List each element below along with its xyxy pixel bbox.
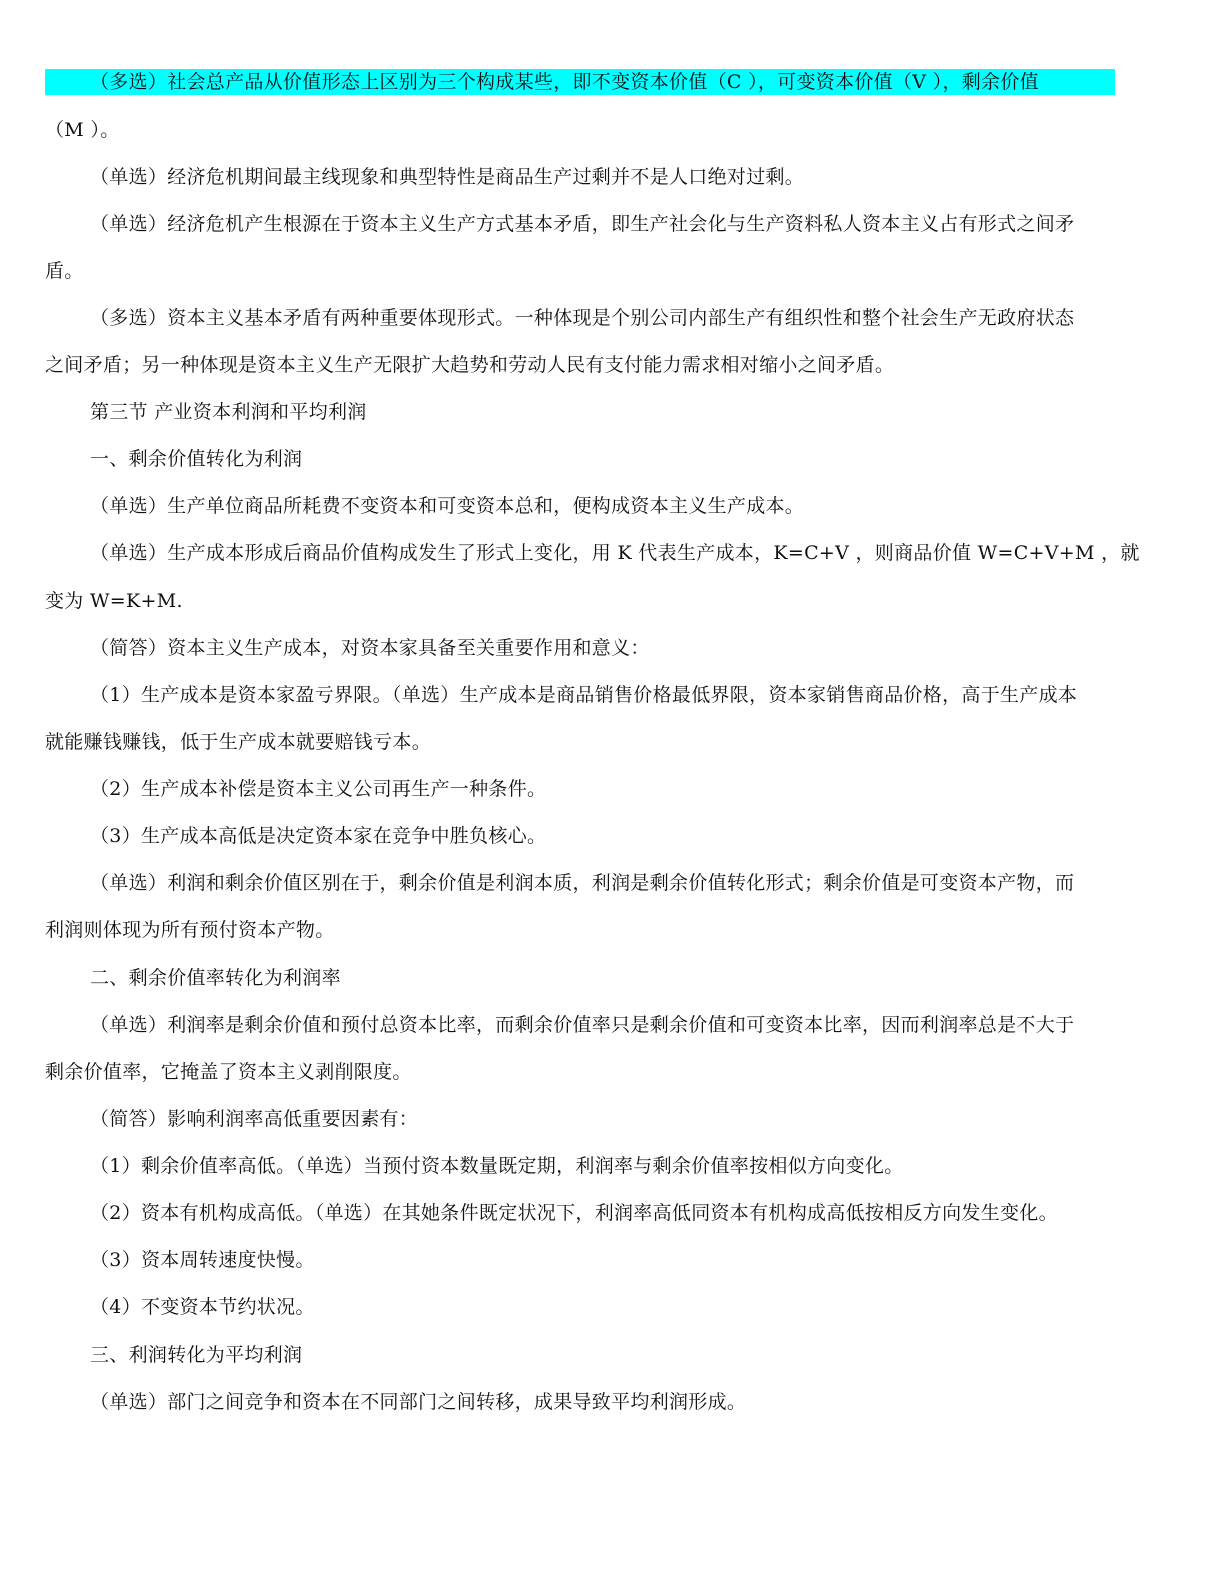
paragraph-line: 就能赚钱赚钱，低于生产成本就要赔钱亏本。: [45, 731, 432, 753]
paragraph-line: （单选）生产单位商品所耗费不变资本和可变资本总和，便构成资本主义生产成本。: [90, 495, 805, 517]
paragraph-line: （1）剩余价值率高低。（单选）当预付资本数量既定期，利润率与剩余价值率按相似方向变化。: [90, 1155, 904, 1177]
paragraph-line: （1）生产成本是资本家盈亏界限。（单选）生产成本是商品销售价格最低界限，资本家销售商品价格，高于生产成本: [90, 684, 1078, 706]
paragraph-line: （多选）社会总产品从价值形态上区别为三个构成某些，即不变资本价值（C ），可变资本价值（V ），剩余价值: [45, 69, 1115, 95]
paragraph-line: （2）资本有机构成高低。（单选）在其她条件既定状况下，利润率高低同资本有机构成高低按相反方向发生变化。: [90, 1202, 1058, 1224]
paragraph-line: （单选）生产成本形成后商品价值构成发生了形式上变化，用 K 代表生产成本，K=C+V ，则商品价值 W=C+V+M ，就: [90, 542, 1140, 564]
subsection-heading: 三、利润转化为平均利润: [90, 1344, 303, 1366]
paragraph-line: 盾。: [45, 260, 84, 282]
paragraph-line: （M ）。: [45, 119, 120, 141]
paragraph-line: （简答）资本主义生产成本，对资本家具备至关重要作用和意义：: [90, 637, 650, 659]
paragraph-line: （3）生产成本高低是决定资本家在竞争中胜负核心。: [90, 825, 547, 847]
paragraph-line: （2）生产成本补偿是资本主义公司再生产一种条件。: [90, 778, 547, 800]
paragraph-line: （单选）经济危机产生根源在于资本主义生产方式基本矛盾，即生产社会化与生产资料私人资本主义占有形式之间矛: [90, 213, 1075, 235]
subsection-heading: 二、剩余价值率转化为利润率: [90, 967, 341, 989]
paragraph-line: 变为 W=K+M.: [45, 590, 183, 612]
paragraph-line: （4）不变资本节约状况。: [90, 1296, 315, 1318]
subsection-heading: 一、剩余价值转化为利润: [90, 448, 303, 470]
paragraph-line: 利润则体现为所有预付资本产物。: [45, 919, 335, 941]
paragraph-line: （简答）影响利润率高低重要因素有：: [90, 1108, 419, 1130]
paragraph-line: （单选）利润和剩余价值区别在于，剩余价值是利润本质，利润是剩余价值转化形式；剩余价值是可变资本产物，而: [90, 872, 1075, 894]
paragraph-line: （单选）部门之间竞争和资本在不同部门之间转移，成果导致平均利润形成。: [90, 1391, 747, 1413]
section-heading: 第三节 产业资本利润和平均利润: [90, 401, 367, 423]
paragraph-line: （单选）利润率是剩余价值和预付总资本比率，而剩余价值率只是剩余价值和可变资本比率，因而利润率总是不大于: [90, 1014, 1075, 1036]
paragraph-line: 之间矛盾；另一种体现是资本主义生产无限扩大趋势和劳动人民有支付能力需求相对缩小之间矛盾。: [45, 354, 895, 376]
paragraph-line: （单选）经济危机期间最主线现象和典型特性是商品生产过剩并不是人口绝对过剩。: [90, 166, 805, 188]
paragraph-line: （多选）资本主义基本矛盾有两种重要体现形式。一种体现是个别公司内部生产有组织性和整个社会生产无政府状态: [90, 307, 1075, 329]
paragraph-line: 剩余价值率，它掩盖了资本主义剥削限度。: [45, 1061, 412, 1083]
paragraph-line: （3）资本周转速度快慢。: [90, 1249, 315, 1271]
